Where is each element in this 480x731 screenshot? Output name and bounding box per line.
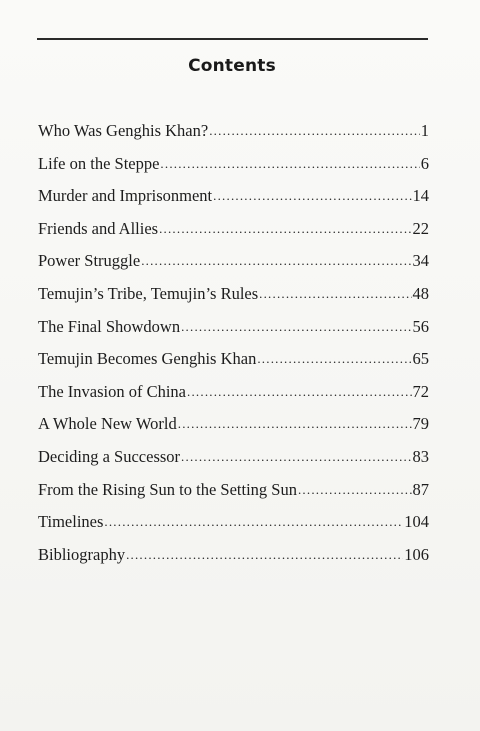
- toc-entry: [38, 543, 429, 576]
- toc-entry-title: Timelines: [38, 512, 104, 532]
- toc-entry-page: 104: [404, 512, 429, 532]
- toc-entry-page: 56: [412, 316, 429, 336]
- toc-entry-title: A Whole New World: [38, 414, 177, 434]
- toc-entry: [38, 478, 429, 511]
- toc-entry-title: Murder and Imprisonment: [38, 186, 213, 206]
- toc-entry: [38, 249, 429, 282]
- toc-entry: [38, 445, 429, 478]
- toc-entry: [38, 217, 429, 250]
- toc-entry-page: 22: [412, 218, 429, 238]
- toc-entry-title: Who Was Genghis Khan?: [38, 121, 209, 140]
- toc-entry: [38, 152, 429, 185]
- toc-entry-page: 72: [412, 381, 429, 401]
- toc-entry-title: From the Rising Sun to the Setting Sun: [38, 479, 297, 499]
- toc-entry: [38, 282, 429, 315]
- toc-entry-title: The Final Showdown: [38, 316, 181, 336]
- toc-entry-page: 106: [404, 544, 429, 564]
- dot-leader: [187, 379, 411, 404]
- toc-entry-title: Power Struggle: [38, 251, 141, 271]
- toc-entry-page: 6: [420, 153, 429, 173]
- toc-entry-page: 65: [412, 349, 429, 369]
- dot-leader: [141, 248, 411, 273]
- dot-leader: [178, 411, 412, 436]
- toc-entry: [38, 347, 429, 380]
- toc-entry-title: Deciding a Successor: [38, 446, 181, 466]
- toc-entry-page: 34: [412, 251, 429, 271]
- toc-entry: [38, 315, 429, 348]
- toc-entry-title: Life on the Steppe: [38, 153, 160, 173]
- toc-entry: [38, 119, 429, 152]
- dot-leader: [159, 216, 411, 241]
- toc-entry-page: 87: [412, 479, 429, 499]
- toc-entry-title: Friends and Allies: [38, 218, 159, 238]
- toc-entry-title: The Invasion of China: [38, 381, 187, 401]
- toc-entry-page: 1: [420, 121, 429, 140]
- toc-entry-title: Temujin’s Tribe, Temujin’s Rules: [38, 283, 259, 303]
- dot-leader: [181, 314, 411, 339]
- toc-entry-title: Bibliography: [38, 544, 126, 564]
- table-of-contents: [38, 119, 429, 575]
- dot-leader: [160, 151, 419, 176]
- dot-leader: [181, 444, 411, 469]
- toc-entry: [38, 412, 429, 445]
- dot-leader: [209, 118, 420, 143]
- top-rule: [37, 38, 428, 40]
- toc-entry: [38, 380, 429, 413]
- dot-leader: [126, 542, 403, 567]
- dot-leader: [104, 509, 403, 534]
- toc-entry: [38, 510, 429, 543]
- dot-leader: [298, 477, 412, 502]
- dot-leader: [259, 281, 411, 306]
- toc-entry-page: 83: [412, 446, 429, 466]
- toc-entry: [38, 184, 429, 217]
- toc-entry-page: 14: [412, 186, 429, 206]
- dot-leader: [213, 183, 411, 208]
- dot-leader: [257, 346, 411, 371]
- contents-heading: Contents: [188, 56, 276, 76]
- toc-entry-page: 79: [412, 414, 429, 434]
- toc-entry-title: Temujin Becomes Genghis Khan: [38, 349, 257, 369]
- toc-entry-page: 48: [412, 283, 429, 303]
